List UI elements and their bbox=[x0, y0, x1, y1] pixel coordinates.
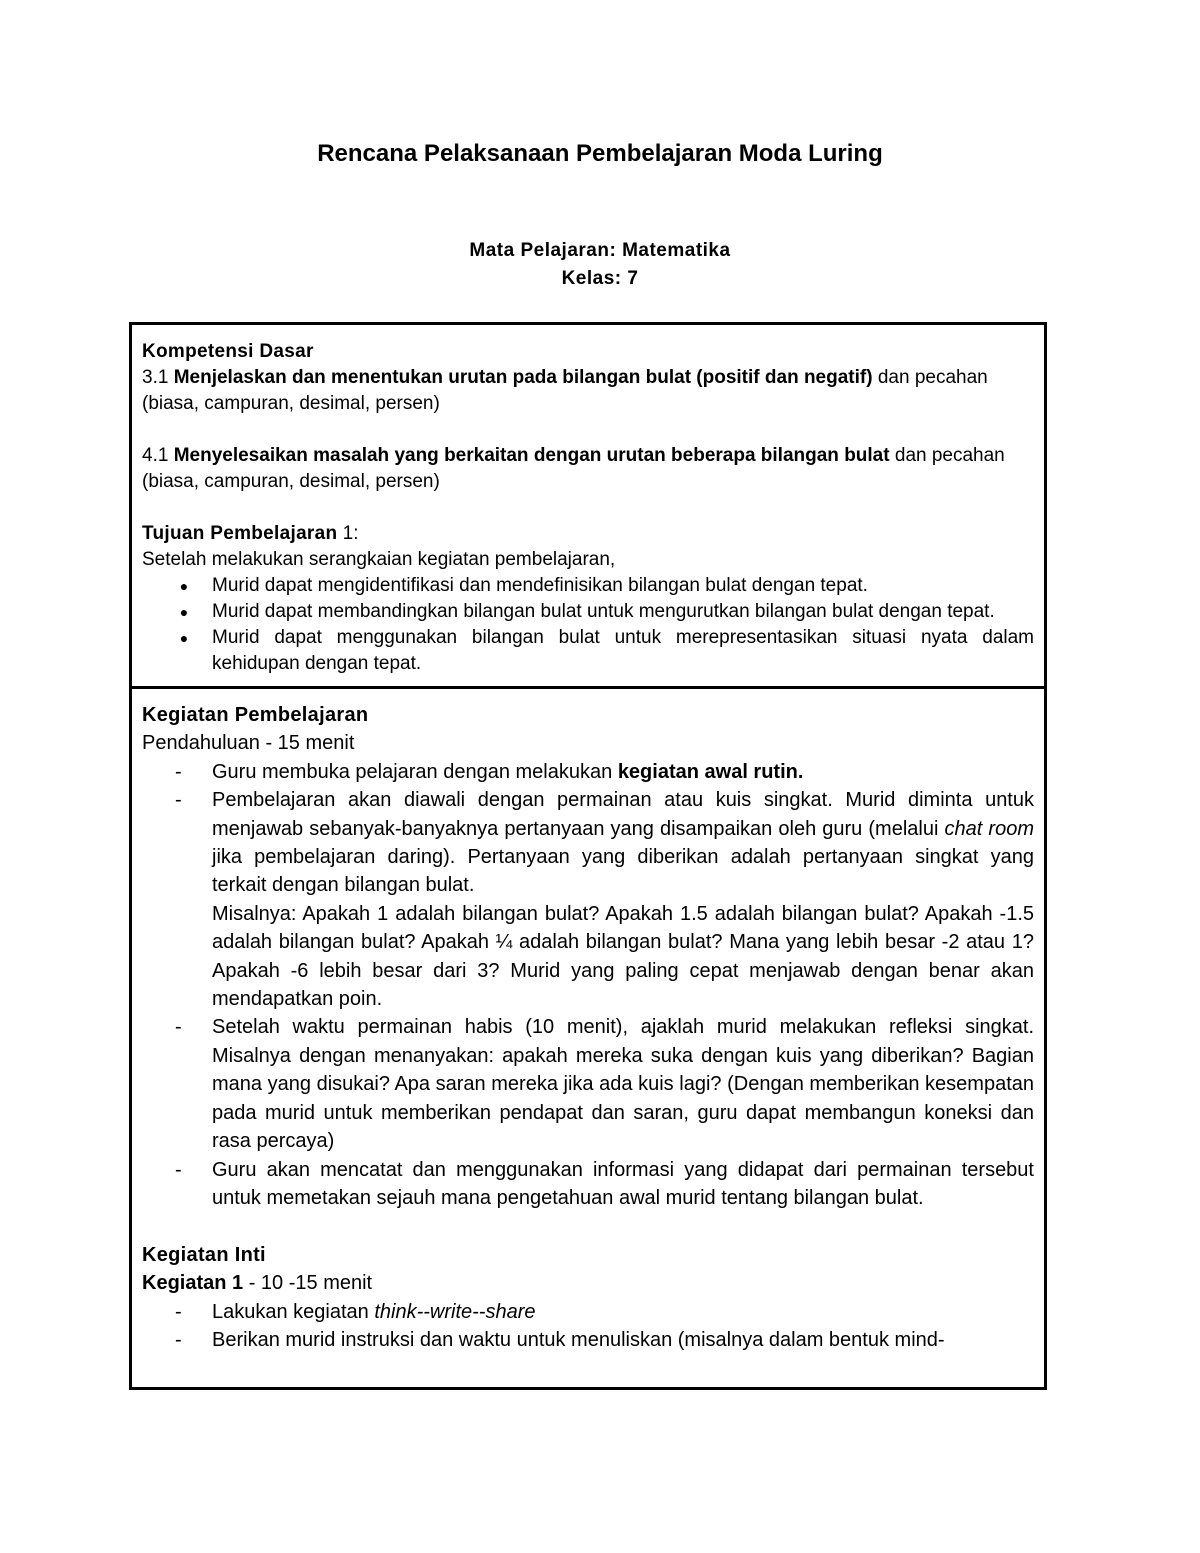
list-item bbox=[142, 758, 1034, 786]
document-title: Rencana Pelaksanaan Pembelajaran Moda Luring bbox=[317, 140, 883, 167]
list-item-text: Lakukan kegiatan bbox=[212, 1300, 375, 1323]
tujuan-heading: Tujuan Pembelajaran bbox=[142, 523, 338, 544]
kegiatan-1-label bbox=[142, 1269, 1034, 1297]
dash-marker: - bbox=[175, 760, 182, 783]
list-item bbox=[142, 625, 1034, 677]
list-item bbox=[142, 1298, 1034, 1326]
list-item-text: Murid dapat membandingkan bilangan bulat untuk mengurutkan bilangan bulat dengan tepat. bbox=[212, 601, 995, 622]
dash-marker: - bbox=[175, 789, 182, 812]
bullet-icon: ● bbox=[179, 578, 189, 594]
kd-item-rest-text: dan pecahan (biasa, campuran, desimal, persen) bbox=[142, 445, 1005, 492]
dash-marker: - bbox=[175, 1300, 182, 1323]
list-item-italic-text: think--write--share bbox=[374, 1300, 536, 1323]
list-item bbox=[142, 1013, 1034, 1155]
subject-label: Mata Pelajaran: Matematika bbox=[469, 240, 731, 261]
list-item-text: Guru membuka pelajaran dengan melakukan bbox=[212, 760, 618, 783]
list-item bbox=[142, 599, 1034, 625]
bullet-icon: ● bbox=[179, 604, 189, 620]
dash-marker: - bbox=[175, 1158, 182, 1181]
kd-item-bold-text: Menjelaskan dan menentukan urutan pada bilangan bulat (positif dan negatif) bbox=[173, 367, 873, 388]
list-item-example-text: Misalnya: Apakah 1 adalah bilangan bulat? Apakah 1.5 adalah bilangan bulat? Apakah -1.5 adalah bilangan bulat? Apakah ¼ adalah bilangan bulat? Mana yang lebih besar -2 atau 1? Apakah -6 lebih besar dari 3? Murid yang paling cepat menjawab dengan benar akan mendapatkan poin. bbox=[212, 902, 1034, 1011]
list-item bbox=[142, 1326, 1034, 1354]
list-item-text: Berikan murid instruksi dan waktu untuk menuliskan (misalnya dalam bentuk mind- bbox=[212, 1328, 945, 1351]
list-item-text: jika pembelajaran daring). Pertanyaan yang diberikan adalah pertanyaan singkat yang terkait dengan bilangan bulat. bbox=[212, 846, 1034, 897]
tujuan-intro: Setelah melakukan serangkaian kegiatan pembelajaran, bbox=[142, 549, 616, 570]
dash-marker: - bbox=[175, 1016, 182, 1039]
list-item-text: Guru akan mencatat dan menggunakan informasi yang didapat dari permainan tersebut untuk memetakan sejauh mana pengetahuan awal murid tentang bilangan bulat. bbox=[212, 1158, 1034, 1209]
grade-label: Kelas: 7 bbox=[561, 268, 639, 289]
pendahuluan-list bbox=[142, 758, 1034, 1213]
bullet-icon: ● bbox=[179, 630, 189, 646]
kegiatan-pembelajaran-box bbox=[129, 686, 1047, 1390]
list-item-italic-text: chat room bbox=[944, 817, 1034, 840]
tujuan-list bbox=[142, 573, 1034, 677]
list-item-text: Murid dapat mengidentifikasi dan mendefinisikan bilangan bulat dengan tepat. bbox=[212, 575, 868, 596]
kd-item-number: 3.1 bbox=[142, 367, 174, 388]
kd-item-bold-text: Menyelesaikan masalah yang berkaitan dengan urutan beberapa bilangan bulat bbox=[173, 445, 890, 466]
list-item-bold-text: kegiatan awal rutin. bbox=[617, 760, 804, 783]
tujuan-heading-line bbox=[142, 521, 1034, 547]
list-item bbox=[142, 786, 1034, 1013]
kegiatan-heading: Kegiatan Pembelajaran bbox=[142, 704, 369, 726]
kegiatan-1-list bbox=[142, 1298, 1034, 1355]
list-item bbox=[142, 1156, 1034, 1213]
dash-marker: - bbox=[175, 1328, 182, 1351]
list-item bbox=[142, 573, 1034, 599]
kompetensi-dasar-heading: Kompetensi Dasar bbox=[142, 341, 314, 362]
pendahuluan-label: Pendahuluan - 15 menit bbox=[142, 732, 355, 755]
list-item-text: Pembelajaran akan diawali dengan permainan atau kuis singkat. Murid diminta untuk menjawab sebanyak-banyaknya pertanyaan yang disampaikan oleh guru (melalui bbox=[212, 789, 1034, 840]
kd-item-4-1 bbox=[142, 443, 1034, 495]
kd-item-rest-text: dan pecahan (biasa, campuran, desimal, persen) bbox=[142, 367, 988, 414]
kegiatan-inti-heading: Kegiatan Inti bbox=[142, 1243, 266, 1266]
list-item-text: Murid dapat menggunakan bilangan bulat untuk merepresentasikan situasi nyata dalam kehidupan dengan tepat. bbox=[212, 627, 1034, 674]
list-item-text: Setelah waktu permainan habis (10 menit), ajaklah murid melakukan refleksi singkat. Misalnya dengan menanyakan: apakah mereka suka dengan kuis yang diberikan? Bagian mana yang disukai? Apa saran mereka jika ada kuis lagi? (Dengan memberikan kesempatan pada murid untuk memberikan pendapat dan saran, guru dapat membangun koneksi dan rasa percaya) bbox=[212, 1016, 1034, 1153]
kd-item-3-1 bbox=[142, 365, 1034, 417]
kegiatan-1-duration: - 10 -15 menit bbox=[243, 1272, 373, 1295]
tujuan-heading-suffix: 1: bbox=[337, 523, 359, 544]
kegiatan-1-bold: Kegiatan 1 bbox=[142, 1272, 244, 1295]
kd-item-number: 4.1 bbox=[142, 445, 174, 466]
kompetensi-tujuan-box bbox=[129, 322, 1047, 689]
